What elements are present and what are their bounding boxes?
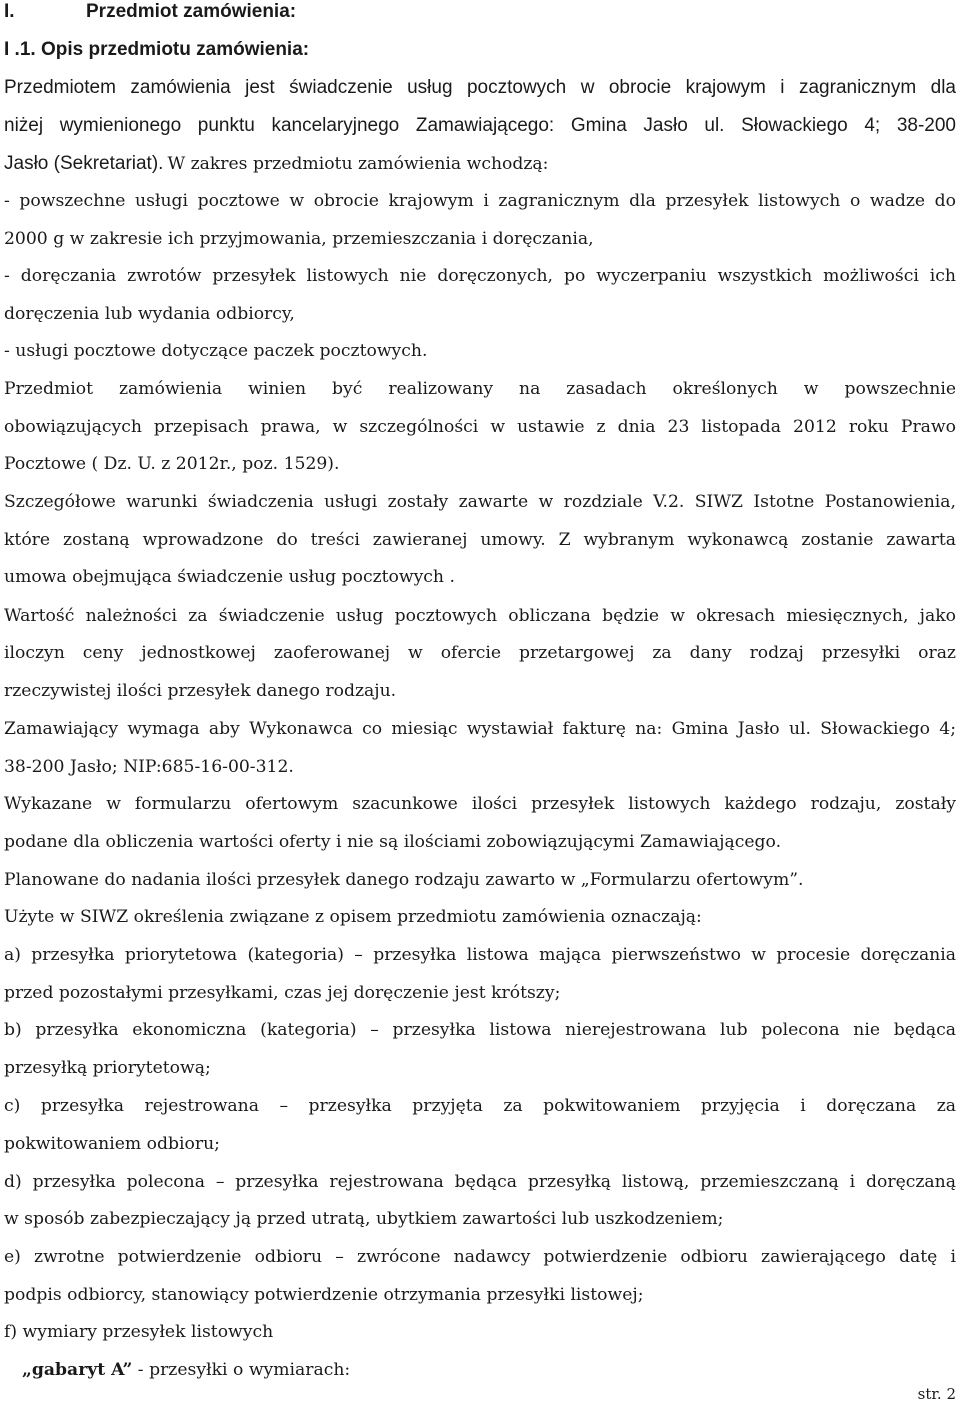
definition-line: w sposób zabezpieczający ją przed utratą, ubytkiem zawartości lub uszkodzeniem; <box>4 1209 724 1229</box>
gabaryt-description: - przesyłki o wymiarach: <box>132 1360 351 1380</box>
section-heading <box>4 0 404 28</box>
definition-line: d) przesyłka polecona – przesyłka rejestrowana będąca przesyłką listową, przemieszczaną i doręczaną <box>4 1172 956 1192</box>
section-number: I. <box>4 1 15 22</box>
definition-line: przed pozostałymi przesyłkami, czas jej doręczenie jest krótszy; <box>4 983 561 1003</box>
paragraph-line: Pocztowe ( Dz. U. z 2012r., poz. 1529). <box>4 454 340 474</box>
paragraph-line: rzeczywistej ilości przesyłek danego rodzaju. <box>4 681 397 701</box>
definition-line: podpis odbiorcy, stanowiący potwierdzenie otrzymania przesyłki listowej; <box>4 1285 644 1305</box>
definition-line: przesyłką priorytetową; <box>4 1058 211 1078</box>
paragraph-line: 2000 g w zakresie ich przyjmowania, przemieszczania i doręczania, <box>4 229 594 249</box>
section-title: Przedmiot zamówienia: <box>86 1 297 22</box>
definition-line: b) przesyłka ekonomiczna (kategoria) – przesyłka listowa nierejestrowana lub polecona nie będąca <box>4 1020 956 1040</box>
paragraph-line: Wykazane w formularzu ofertowym szacunkowe ilości przesyłek listowych każdego rodzaju, zostały <box>4 794 956 814</box>
paragraph-line: które zostaną wprowadzone do treści zawieranej umowy. Z wybranym wykonawcą zostanie zawarta <box>4 530 956 550</box>
definition-line: e) zwrotne potwierdzenie odbioru – zwrócone nadawcy potwierdzenie odbioru zawierającego datę i <box>4 1247 956 1267</box>
paragraph-fragment: Jasło (Sekretariat). <box>4 153 164 174</box>
gabaryt-line <box>22 1358 350 1382</box>
paragraph-line: 38-200 Jasło; NIP:685-16-00-312. <box>4 757 294 777</box>
paragraph-line: Przedmiotem zamówienia jest świadczenie usług pocztowych w obrocie krajowym i zagranicznym dla <box>4 77 956 98</box>
paragraph-line: Użyte w SIWZ określenia związane z opisem przedmiotu zamówienia oznaczają: <box>4 907 702 927</box>
gabaryt-label: „gabaryt A” <box>22 1360 133 1380</box>
paragraph-line: niżej wymienionego punktu kancelaryjnego Zamawiającego: Gmina Jasło ul. Słowackiego 4; 38-200 <box>4 115 956 136</box>
subsection-heading: I .1. Opis przedmiotu zamówienia: <box>4 39 310 60</box>
paragraph-line-mixed <box>4 152 548 177</box>
paragraph-line: doręczenia lub wydania odbiorcy, <box>4 304 295 324</box>
paragraph-line: Przedmiot zamówienia winien być realizowany na zasadach określonych w powszechnie <box>4 379 956 399</box>
definition-line: a) przesyłka priorytetowa (kategoria) – przesyłka listowa mająca pierwszeństwo w procesie doręczania <box>4 945 956 965</box>
definition-line: c) przesyłka rejestrowana – przesyłka przyjęta za pokwitowaniem przyjęcia i doręczana za <box>4 1096 956 1116</box>
paragraph-line: Planowane do nadania ilości przesyłek danego rodzaju zawarto w „Formularzu ofertowym”. <box>4 870 804 890</box>
definition-line: f) wymiary przesyłek listowych <box>4 1322 274 1342</box>
paragraph-line: Szczegółowe warunki świadczenia usługi zostały zawarte w rozdziale V.2. SIWZ Istotne Postanowienia, <box>4 492 956 512</box>
paragraph-line: - powszechne usługi pocztowe w obrocie krajowym i zagranicznym dla przesyłek listowych o wadze do <box>4 191 956 211</box>
paragraph-line: - usługi pocztowe dotyczące paczek pocztowych. <box>4 341 428 361</box>
paragraph-fragment: W zakres przedmiotu zamówienia wchodzą: <box>167 154 549 174</box>
paragraph-line: umowa obejmująca świadczenie usług pocztowych . <box>4 567 455 587</box>
paragraph-line: obowiązujących przepisach prawa, w szczególności w ustawie z dnia 23 listopada 2012 roku Prawo <box>4 417 956 437</box>
definition-line: pokwitowaniem odbioru; <box>4 1134 220 1154</box>
paragraph-line: podane dla obliczenia wartości oferty i nie są ilościami zobowiązującymi Zamawiającego. <box>4 832 782 852</box>
page-number: str. 2 <box>917 1385 956 1403</box>
paragraph-line: Wartość należności za świadczenie usług pocztowych obliczana będzie w okresach miesięcznych, jako <box>4 606 956 626</box>
paragraph-line: - doręczania zwrotów przesyłek listowych nie doręczonych, po wyczerpaniu wszystkich możliwości ich <box>4 266 956 286</box>
paragraph-line: Zamawiający wymaga aby Wykonawca co miesiąc wystawiał fakturę na: Gmina Jasło ul. Słowackiego 4; <box>4 719 956 739</box>
paragraph-line: iloczyn ceny jednostkowej zaoferowanej w ofercie przetargowej za dany rodzaj przesyłki oraz <box>4 643 956 663</box>
